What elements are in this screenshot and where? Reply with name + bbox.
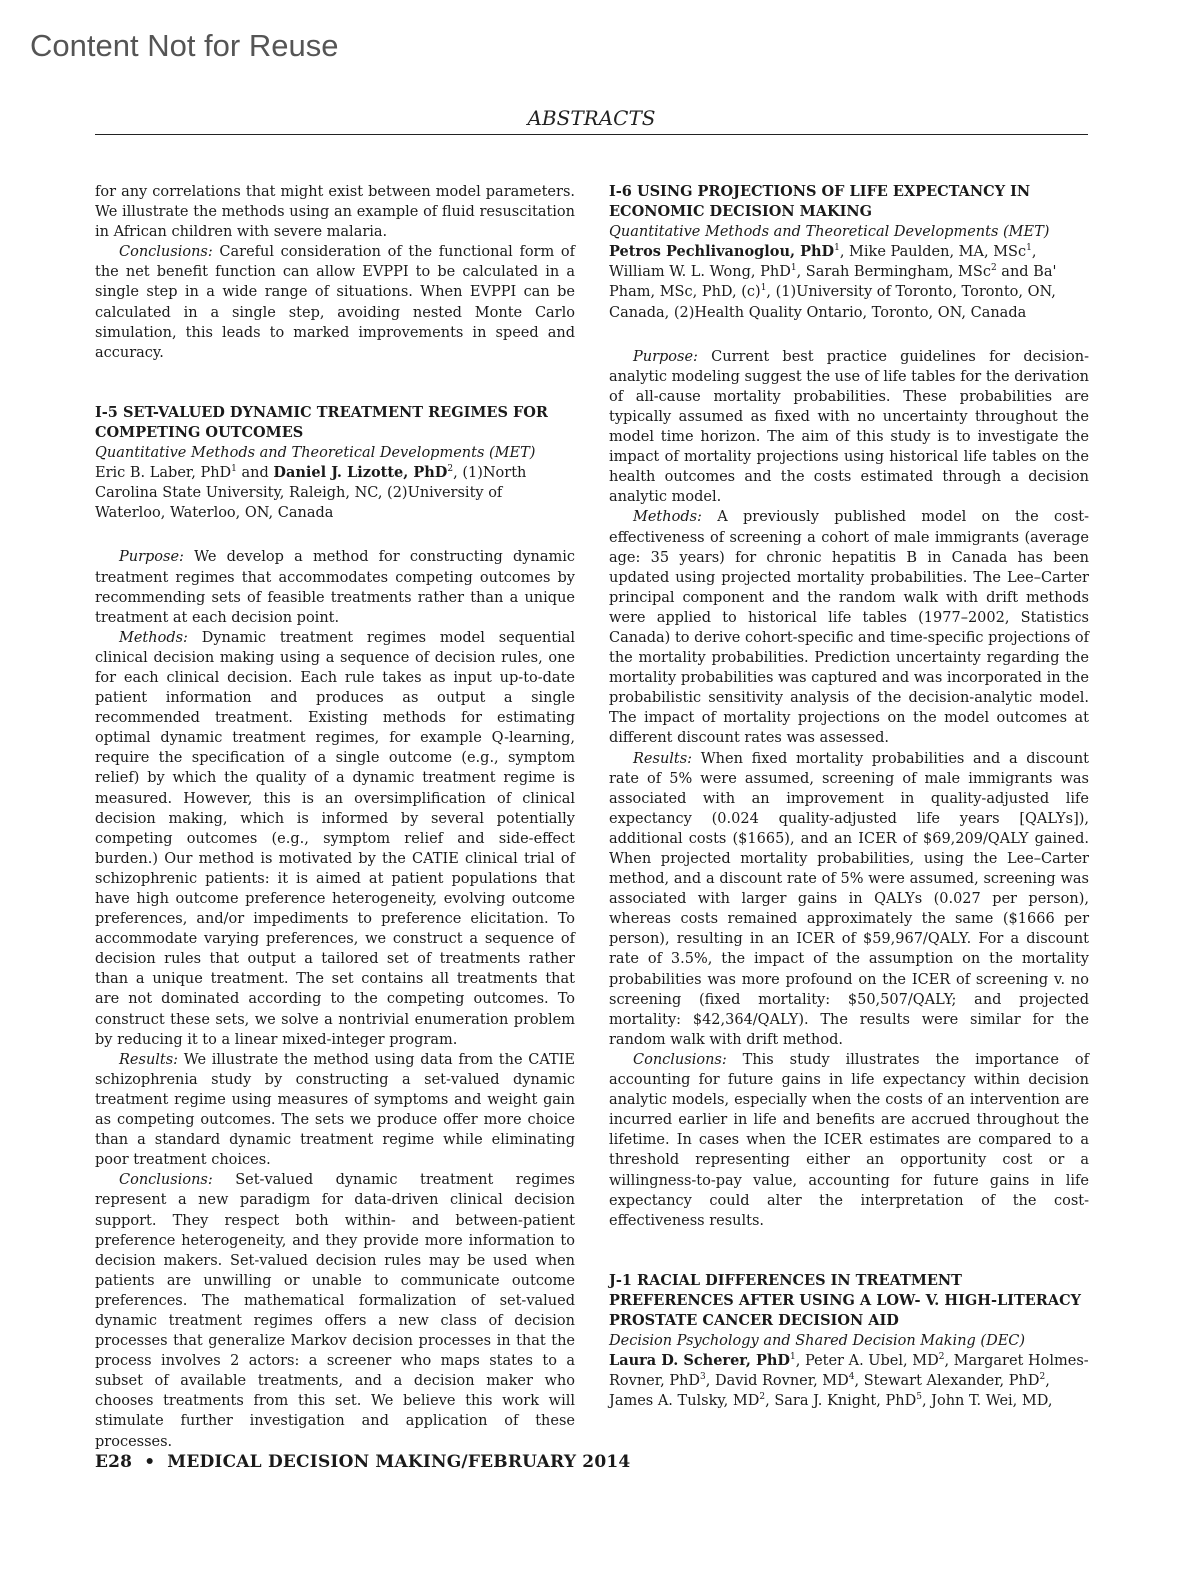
page-number: E28	[95, 1452, 133, 1472]
abstract-section-i6: Quantitative Methods and Theoretical Developments (MET)	[609, 224, 1050, 241]
affiliations: , (1)University of Toronto, Toronto, ON, Canada, (2)Health Quality Ontario, Toronto, ON, Canada	[609, 284, 1056, 321]
abstract-section-i5: Quantitative Methods and Theoretical Developments (MET)	[95, 445, 536, 462]
left-column	[95, 182, 575, 1452]
abstract-title-j1: J-1 RACIAL DIFFERENCES IN TREATMENT PREFERENCES AFTER USING A LOW- V. HIGH-LITERACY PROSTATE CANCER DECISION AID	[609, 1271, 1081, 1329]
results-paragraph: Results: We illustrate the method using data from the CATIE schizophrenia study by constructing a set-valued dynamic treatment regime using measures of symptoms and weight gain as competing outcomes. The sets we produce offer more choice than a standard dynamic treatment regime while eliminating poor treatment choices.	[95, 1051, 575, 1169]
purpose-paragraph: Purpose: Current best practice guidelines for decision-analytic modeling suggest the use of life tables for the derivation of all-cause mortality probabilities. These probabilities are typically assumed as fixed with no uncertainty throughout the model time horizon. The aim of this study is to investigate the impact of mortality projections using historical life tables on the health outcomes and the costs estimated through a decision analytic model.	[609, 348, 1089, 506]
methods-paragraph: Methods: Dynamic treatment regimes model sequential clinical decision making using a sequence of decision rules, one for each clinical decision. Each rule takes as input up-to-date patient information and produces as output a single recommended treatment. Existing methods for estimating optimal dynamic treatment regimes, for example Q-learning, require the specification of a single outcome (e.g., symptom relief) by which the quality of a dynamic treatment regime is measured. However, this is an oversimplification of clinical decision making, which is informed by several potentially competing outcomes (e.g., symptom relief and side-effect burden.) Our method is motivated by the CATIE clinical trial of schizophrenic patients: it is aimed at patient populations that have high outcome preference heterogeneity, evolving outcome preferences, and/or impediments to preference elicitation. To accommodate varying preferences, we construct a sequence of decision rules that output a tailored set of treatments rather than a unique treatment. The set contains all treatments that are not dominated according to the competing outcomes. To construct these sets, we solve a nontrivial enumeration problem by reducing it to a linear mixed-integer program.	[95, 629, 575, 1048]
label: Conclusions:	[119, 244, 213, 261]
conclusions-paragraph: Conclusions: This study illustrates the importance of accounting for future gains in life expectancy within decision analytic models, especially when the costs of an intervention are incurred earlier in life and benefits are accrued throughout the lifetime. In cases when the ICER estimates are compared to a threshold representing either an opportunity cost or a willingness-to-pay value, accounting for future gains in life expectancy could alter the interpretation of the cost-effectiveness results.	[609, 1051, 1089, 1229]
running-head: ABSTRACTS	[95, 106, 1088, 135]
presenting-author: Laura D. Scherer, PhD	[609, 1352, 791, 1370]
results-paragraph: Results: When fixed mortality probabilities and a discount rate of 5% were assumed, screening of male immigrants was associated with an improvement in quality-adjusted life expectancy (0.024 quality-adjusted life years [QALYs]), additional costs ($1665), and an ICER of $69,209/QALY gained. When projected mortality probabilities, using the Lee–Carter method, and a discount rate of 5% were assumed, screening was associated with larger gains in QALYs (0.027 per person), whereas costs remained approximately the same ($1666 per person), resulting in an ICER of $59,967/QALY. For a discount rate of 3.5%, the impact of the assumption on the mortality probabilities was more profound on the ICER of screening v. no screening (fixed mortality: $50,507/QALY; and projected mortality: $42,364/QALY). The results were similar for the random walk with drift method.	[609, 750, 1089, 1048]
presenting-author: Daniel J. Lizotte, PhD	[273, 464, 448, 482]
affiliations: , (1)North Carolina State University, Raleigh, NC, (2)University of Waterloo, Waterloo, ON, Canada	[95, 465, 527, 522]
abstract-title-i5: I-5 SET-VALUED DYNAMIC TREATMENT REGIMES FOR COMPETING OUTCOMES	[95, 403, 548, 441]
prev-conclusions	[95, 242, 575, 363]
right-column	[609, 182, 1089, 1411]
page-footer	[95, 1452, 630, 1472]
methods-paragraph: Methods: A previously published model on the cost-effectiveness of screening a cohort of male immigrants (average age: 35 years) for chronic hepatitis B in Canada has been updated using projected mortality probabilities. The Lee–Carter principal component and the random walk with drift methods were applied to historical life tables (1977–2002, Statistics Canada) to derive cohort-specific and time-specific projections of the mortality probabilities. Prediction uncertainty regarding the mortality probabilities was captured and was incorporated in the probabilistic sensitivity analysis of the decision-analytic model. The impact of mortality projections on the model outcomes at different discount rates was assessed.	[609, 509, 1089, 747]
abstract-authors-i6: Petros Pechlivanoglou, PhD$^1$, Mike Paulden, MA, MSc$^1$, William W. L. Wong, PhD$^1$, Sarah Bermingham, MSc$^2$ and Ba' Pham, MSc, PhD, $(c)^1$, (1)University of Toronto, Toronto, ON, Canada, (2)Health Quality Ontario, Toronto, ON, Canada	[609, 243, 1057, 321]
presenting-author: Petros Pechlivanoglou, PhD	[609, 243, 835, 261]
abstract-authors-j1: Laura D. Scherer, PhD$^1$, Peter A. Ubel, $MD^2$, Margaret Holmes-Rovner, PhD$^3$, David Rovner, $MD^4$, Stewart Alexander, PhD$^2$, James A. Tulsky, $MD^2$, Sara J. Knight, PhD$^5$, John T. Wei, MD,	[609, 1352, 1089, 1410]
conclusions-paragraph: Conclusions: Set-valued dynamic treatment regimes represent a new paradigm for data-driven clinical decision support. They respect both within- and between-patient preference heterogeneity, and they provide more information to decision makers. Set-valued decision rules may be used when patients are unwilling or unable to communicate outcome preferences. The mathematical formalization of set-valued dynamic treatment regimes offers a new class of decision processes that generalize Markov decision processes in that the process involves 2 actors: a screener who maps states to a subset of available treatments, and a decision maker who chooses treatments from this set. We believe this work will stimulate further investigation and application of these processes.	[95, 1172, 575, 1450]
purpose-paragraph: Purpose: We develop a method for constructing dynamic treatment regimes that accommodates competing outcomes by recommending sets of feasible treatments rather than a unique treatment at each decision point.	[95, 549, 575, 626]
watermark: Content Not for Reuse	[30, 28, 339, 63]
journal-issue: MEDICAL DECISION MAKING/FEBRUARY 2014	[167, 1452, 631, 1472]
abstract-authors-i5: Eric B. Laber, PhD$^1$ and Daniel J. Lizotte, PhD$^2$, (1)North Carolina State University, Raleigh, NC, (2)University of Waterloo, Waterloo, ON, Canada	[95, 464, 527, 522]
paragraph-text: Careful consideration of the functional form of the net benefit function can allow EVPPI to be calculated in a single step in a wide range of situations. When EVPPI can be calculated in a single step, avoiding nested Monte Carlo simulation, this leads to marked improvements in speed and accuracy.	[95, 244, 575, 361]
continuation-text: for any correlations that might exist between model parameters. We illustrate the methods using an example of fluid resuscitation in African children with severe malaria.	[95, 184, 575, 241]
abstract-title-i6: I-6 USING PROJECTIONS OF LIFE EXPECTANCY IN ECONOMIC DECISION MAKING	[609, 183, 1031, 221]
author-name: Eric B. Laber, PhD	[95, 465, 232, 482]
abstract-section-j1: Decision Psychology and Shared Decision Making (DEC)	[609, 1333, 1026, 1350]
bullet-separator: •	[144, 1452, 156, 1472]
